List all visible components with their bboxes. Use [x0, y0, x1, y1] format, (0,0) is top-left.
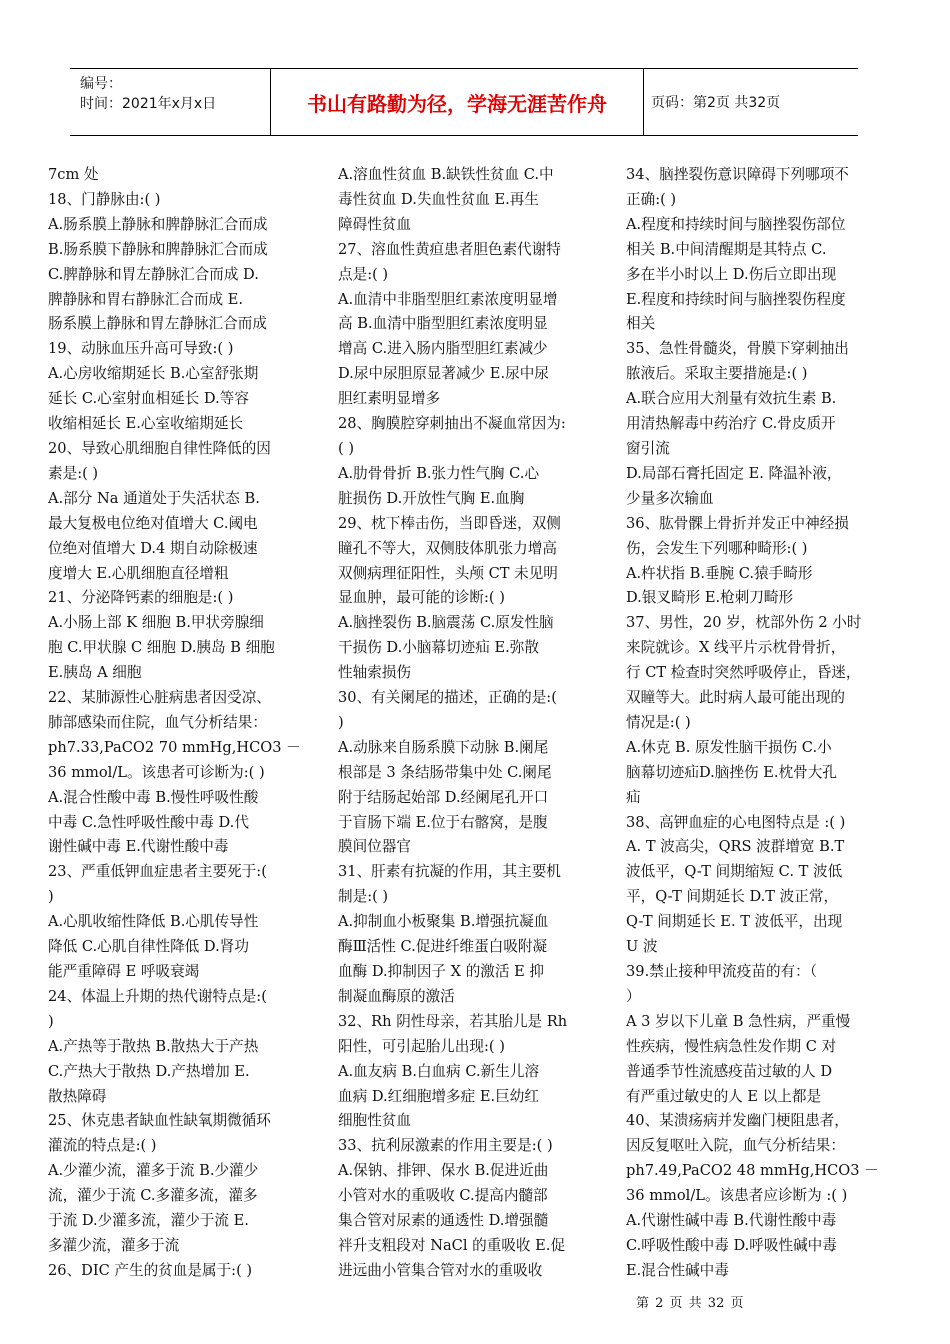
text-line: 延长 C.心室射血相延长 D.等容	[48, 390, 249, 408]
text-line: E.程度和持续时间与脑挫裂伤程度	[626, 290, 846, 308]
text-line: C.产热大于散热 D.产热增加 E.	[48, 1062, 250, 1080]
text-line: 相关	[626, 315, 656, 333]
text-line: A.溶血性贫血 B.缺铁性贫血 C.中	[338, 166, 554, 183]
text-line: 33、抗利尿激素的作用主要是:( )	[338, 1137, 553, 1155]
text-line: 障碍性贫血	[338, 215, 411, 233]
text-line: 31、肝素有抗凝的作用，其主要机	[338, 863, 561, 881]
text-line: D.尿中尿胆原显著减少 E.尿中尿	[338, 365, 549, 383]
text-line: 毒性贫血 D.失血性贫血 E.再生	[338, 190, 539, 208]
text-line: 血病 D.红细胞增多症 E.巨幼红	[338, 1087, 539, 1105]
text-line: 平，Q-T 间期延长 D.T 波正常，	[626, 888, 839, 906]
header-page-number: 页码：第2页 共32页	[651, 95, 781, 111]
text-line: A.混合性酸中毒 B.慢性呼吸性酸	[48, 788, 259, 806]
page-header	[70, 68, 858, 136]
text-line: 中毒 C.急性呼吸性酸中毒 D.代	[48, 813, 249, 831]
text-line: B.肠系膜下静脉和脾静脉汇合而成	[48, 240, 268, 258]
header-motto: 书山有路勤为径，学海无涯苦作舟	[271, 69, 644, 135]
text-column-left	[48, 163, 306, 1284]
text-line: 点是:( )	[338, 265, 389, 283]
text-line: A.抑制血小板聚集 B.增强抗凝血	[338, 913, 549, 931]
text-line: 来院就诊。X 线平片示枕骨骨折，	[626, 639, 846, 657]
text-line: ph7.33,PaCO2 70 mmHg,HCO3 －	[48, 738, 301, 756]
text-line: )	[338, 713, 344, 731]
text-line: 情况是:( )	[626, 713, 691, 731]
text-line: A.产热等于散热 B.散热大于产热	[48, 1037, 259, 1055]
text-line: 用清热解毒中药治疗 C.骨皮质开	[626, 415, 836, 433]
text-line: ( )	[338, 439, 355, 457]
text-line: 肺部感染而住院，血气分析结果：	[48, 713, 267, 731]
text-line: 位绝对值增大 D.4 期自动除极速	[48, 539, 258, 557]
text-line: 25、休克患者缺血性缺氧期微循环	[48, 1112, 271, 1130]
text-line: 性轴索损伤	[338, 664, 411, 682]
text-line: 增高 C.进入肠内脂型胆红素减少	[338, 340, 548, 358]
text-line: A.动脉来自肠系膜下动脉 B.阑尾	[338, 738, 549, 756]
text-line: A.小肠上部 K 细胞 B.甲状旁腺细	[48, 614, 264, 632]
text-line: 于流 D.少灌多流，灌少于流 E.	[48, 1212, 249, 1230]
text-line: 制是:( )	[338, 888, 389, 906]
text-line: C.呼吸性酸中毒 D.呼吸性碱中毒	[626, 1236, 837, 1254]
text-line: 疝	[626, 788, 641, 806]
text-line: E.胰岛 A 细胞	[48, 664, 142, 682]
header-meta	[70, 69, 271, 135]
text-line: 集合管对尿素的通透性 D.增强髓	[338, 1212, 549, 1230]
text-line: 细胞性贫血	[338, 1112, 411, 1130]
text-line: A.程度和持续时间与脑挫裂伤部位	[626, 215, 846, 233]
text-line: 双侧病理征阳性，头颅 CT 未见明	[338, 564, 558, 582]
text-line: 相关 B.中间清醒期是其特点 C.	[626, 240, 827, 258]
text-line: 39.禁止接种甲流疫苗的有：（	[626, 963, 818, 980]
text-line: 瞳孔不等大，双侧肢体肌张力增高	[338, 539, 557, 557]
text-line: 谢性碱中毒 E.代谢性酸中毒	[48, 838, 229, 856]
text-line: A.血友病 B.白血病 C.新生儿溶	[338, 1062, 540, 1080]
text-line: A.肋骨骨折 B.张力性气胸 C.心	[338, 464, 540, 482]
text-line: A.心肌收缩性降低 B.心肌传导性	[48, 913, 259, 931]
text-line: 脓液后。采取主要措施是:( )	[626, 365, 808, 383]
text-line: 18、门静脉由:( )	[48, 190, 161, 208]
text-line: 20、导致心肌细胞自律性降低的因	[48, 439, 271, 457]
text-line: A.杵状指 B.垂腕 C.猿手畸形	[626, 564, 813, 582]
text-line: A.肠系膜上静脉和脾静脉汇合而成	[48, 215, 268, 233]
text-line: A.代谢性碱中毒 B.代谢性酸中毒	[626, 1212, 837, 1230]
text-line: 38、高钾血症的心电图特点是 :( )	[626, 813, 846, 831]
text-line: 酶Ⅲ活性 C.促进纤维蛋白吸附凝	[338, 938, 548, 956]
text-line: 23、严重低钾血症患者主要死于:(	[48, 863, 267, 881]
text-line: 附于结肠起始部 D.经阑尾孔开口	[338, 788, 549, 806]
text-line: 波低平，Q-T 间期缩短 C. T 波低	[626, 863, 843, 881]
text-line: D.局部石膏托固定 E. 降温补液，	[626, 464, 842, 482]
text-line: U 波	[626, 938, 658, 956]
text-line: 40、某溃疡病并发幽门梗阻患者，	[626, 1112, 849, 1130]
text-line: 收缩相延长 E.心室收缩期延长	[48, 415, 244, 433]
text-line: 30、有关阑尾的描述，正确的是:(	[338, 689, 557, 707]
text-line: A.保钠、排钾、保水 B.促进近曲	[338, 1162, 549, 1180]
text-line: 26、DIC 产生的贫血是属于:( )	[48, 1261, 253, 1279]
text-line: 因反复呕吐入院，血气分析结果：	[626, 1137, 845, 1155]
text-line: 32、Rh 阴性母亲，若其胎儿是 Rh	[338, 1012, 568, 1030]
text-line: 阳性，可引起胎儿出现:( )	[338, 1037, 505, 1055]
text-line: A.休克 B. 原发性脑干损伤 C.小	[626, 738, 832, 756]
text-line: 36 mmol/L。该患者应诊断为 :( )	[626, 1187, 848, 1205]
text-line: 28、胸膜腔穿刺抽出不凝血常因为:	[338, 415, 566, 433]
text-line: 根部是 3 条结肠带集中处 C.阑尾	[338, 763, 552, 781]
text-line: 正确:( )	[626, 190, 677, 208]
text-line: Q-T 间期延长 E. T 波低平，出现	[626, 913, 843, 931]
text-line: 小管对水的重吸收 C.提高内髓部	[338, 1187, 548, 1205]
text-line: 多灌少流，灌多于流	[48, 1236, 180, 1254]
text-line: 27、溶血性黄疸患者胆色素代谢特	[338, 240, 561, 258]
text-line: ph7.49,PaCO2 48 mmHg,HCO3 －	[626, 1162, 879, 1180]
text-line: 胞 C.甲状腺 C 细胞 D.胰岛 B 细胞	[48, 639, 275, 657]
text-line: 高 B.血清中脂型胆红素浓度明显	[338, 315, 548, 333]
text-line: 双瞳等大。此时病人最可能出现的	[626, 689, 845, 707]
text-line: )	[48, 888, 54, 906]
text-line: 血酶 D.抑制因子 X 的激活 E 抑	[338, 963, 544, 980]
text-line: 36 mmol/L。该患者可诊断为:( )	[48, 763, 265, 781]
text-line: A.少灌少流，灌多于流 B.少灌少	[48, 1162, 259, 1180]
text-line: A. T 波高尖，QRS 波群增宽 B.T	[626, 838, 845, 856]
text-line: 进远曲小管集合管对水的重吸收	[338, 1261, 543, 1279]
text-line: 29、枕下棒击伤，当即昏迷，双侧	[338, 514, 561, 532]
text-line: 有严重过敏史的人 E 以上都是	[626, 1087, 822, 1105]
text-line: 窗引流	[626, 439, 670, 457]
text-line: A.部分 Na 通道处于失活状态 B.	[48, 489, 260, 507]
text-line: A.血清中非脂型胆红素浓度明显增	[338, 290, 558, 308]
text-line: 灌流的特点是:( )	[48, 1137, 157, 1155]
text-line: 34、脑挫裂伤意识障碍下列哪项不	[626, 166, 849, 183]
text-line: 24、体温上升期的热代谢特点是:(	[48, 987, 267, 1005]
text-line: 22、某肺源性心脏病患者因受凉、	[48, 689, 271, 707]
text-line: 素是:( )	[48, 464, 99, 482]
number-label: 编号：	[80, 76, 122, 92]
text-line: 少量多次输血	[626, 489, 714, 507]
text-line: 最大复极电位绝对值增大 C.阈电	[48, 514, 258, 532]
text-line: 降低 C.心肌自律性降低 D.肾功	[48, 938, 249, 956]
text-line: 袢升支粗段对 NaCl 的重吸收 E.促	[338, 1236, 566, 1254]
text-line: 显血肿，最可能的诊断:( )	[338, 589, 505, 607]
text-line: 散热障碍	[48, 1087, 107, 1105]
text-line: 胆红素明显增多	[338, 390, 441, 408]
text-line: 干损伤 D.小脑幕切迹疝 E.弥散	[338, 639, 539, 657]
text-line: A.脑挫裂伤 B.脑震荡 C.原发性脑	[338, 614, 554, 632]
text-line: 普通季节性流感疫苗过敏的人 D	[626, 1062, 833, 1080]
text-column-middle	[338, 163, 594, 1284]
text-line: 37、男性，20 岁，枕部外伤 2 小时	[626, 614, 862, 632]
text-line: E.混合性碱中毒	[626, 1261, 729, 1279]
text-line: 性疾病，慢性病急性发作期 C 对	[626, 1037, 837, 1055]
text-line: 36、肱骨髁上骨折并发正中神经损	[626, 514, 849, 532]
text-line: 制凝血酶原的激活	[338, 987, 455, 1005]
text-line: 脾静脉和胃右静脉汇合而成 E.	[48, 290, 244, 308]
text-line: )	[48, 1012, 54, 1030]
text-line: 肠系膜上静脉和胃左静脉汇合而成	[48, 315, 267, 333]
text-line: 流，灌少于流 C.多灌多流，灌多	[48, 1187, 258, 1205]
text-line: C.脾静脉和胃左静脉汇合而成 D.	[48, 265, 259, 283]
text-line: 脑幕切迹疝D.脑挫伤 E.枕骨大孔	[626, 763, 837, 781]
time-label: 时间：2021年x月x日	[80, 96, 217, 112]
text-line: 于盲肠下端 E.位于右髂窝，是腹	[338, 813, 548, 831]
page-footer: 第 2 页 共 32 页	[636, 1296, 744, 1311]
text-line: 能严重障碍 E 呼吸衰竭	[48, 963, 200, 980]
text-line: 多在半小时以上 D.伤后立即出现	[626, 265, 837, 283]
text-line: 膜间位器官	[338, 838, 411, 856]
text-line: 19、动脉血压升高可导致:( )	[48, 340, 234, 358]
text-line: 7cm 处	[48, 166, 99, 183]
text-line: D.银叉畸形 E.枪刺刀畸形	[626, 589, 794, 607]
text-column-right	[626, 163, 888, 1284]
text-line: A.联合应用大剂量有效抗生素 B.	[626, 390, 837, 408]
text-line: 度增大 E.心肌细胞直径增粗	[48, 564, 229, 582]
text-line: A.心房收缩期延长 B.心室舒张期	[48, 365, 259, 383]
text-line: 行 CT 检查时突然呼吸停止，昏迷，	[626, 664, 861, 682]
text-line: ）	[626, 987, 641, 1005]
text-line: 35、急性骨髓炎，骨膜下穿刺抽出	[626, 340, 849, 358]
text-line: A 3 岁以下儿童 B 急性病，严重慢	[626, 1012, 851, 1030]
text-line: 伤，会发生下列哪种畸形:( )	[626, 539, 808, 557]
text-line: 脏损伤 D.开放性气胸 E.血胸	[338, 489, 525, 507]
text-line: 21、分泌降钙素的细胞是:( )	[48, 589, 234, 607]
